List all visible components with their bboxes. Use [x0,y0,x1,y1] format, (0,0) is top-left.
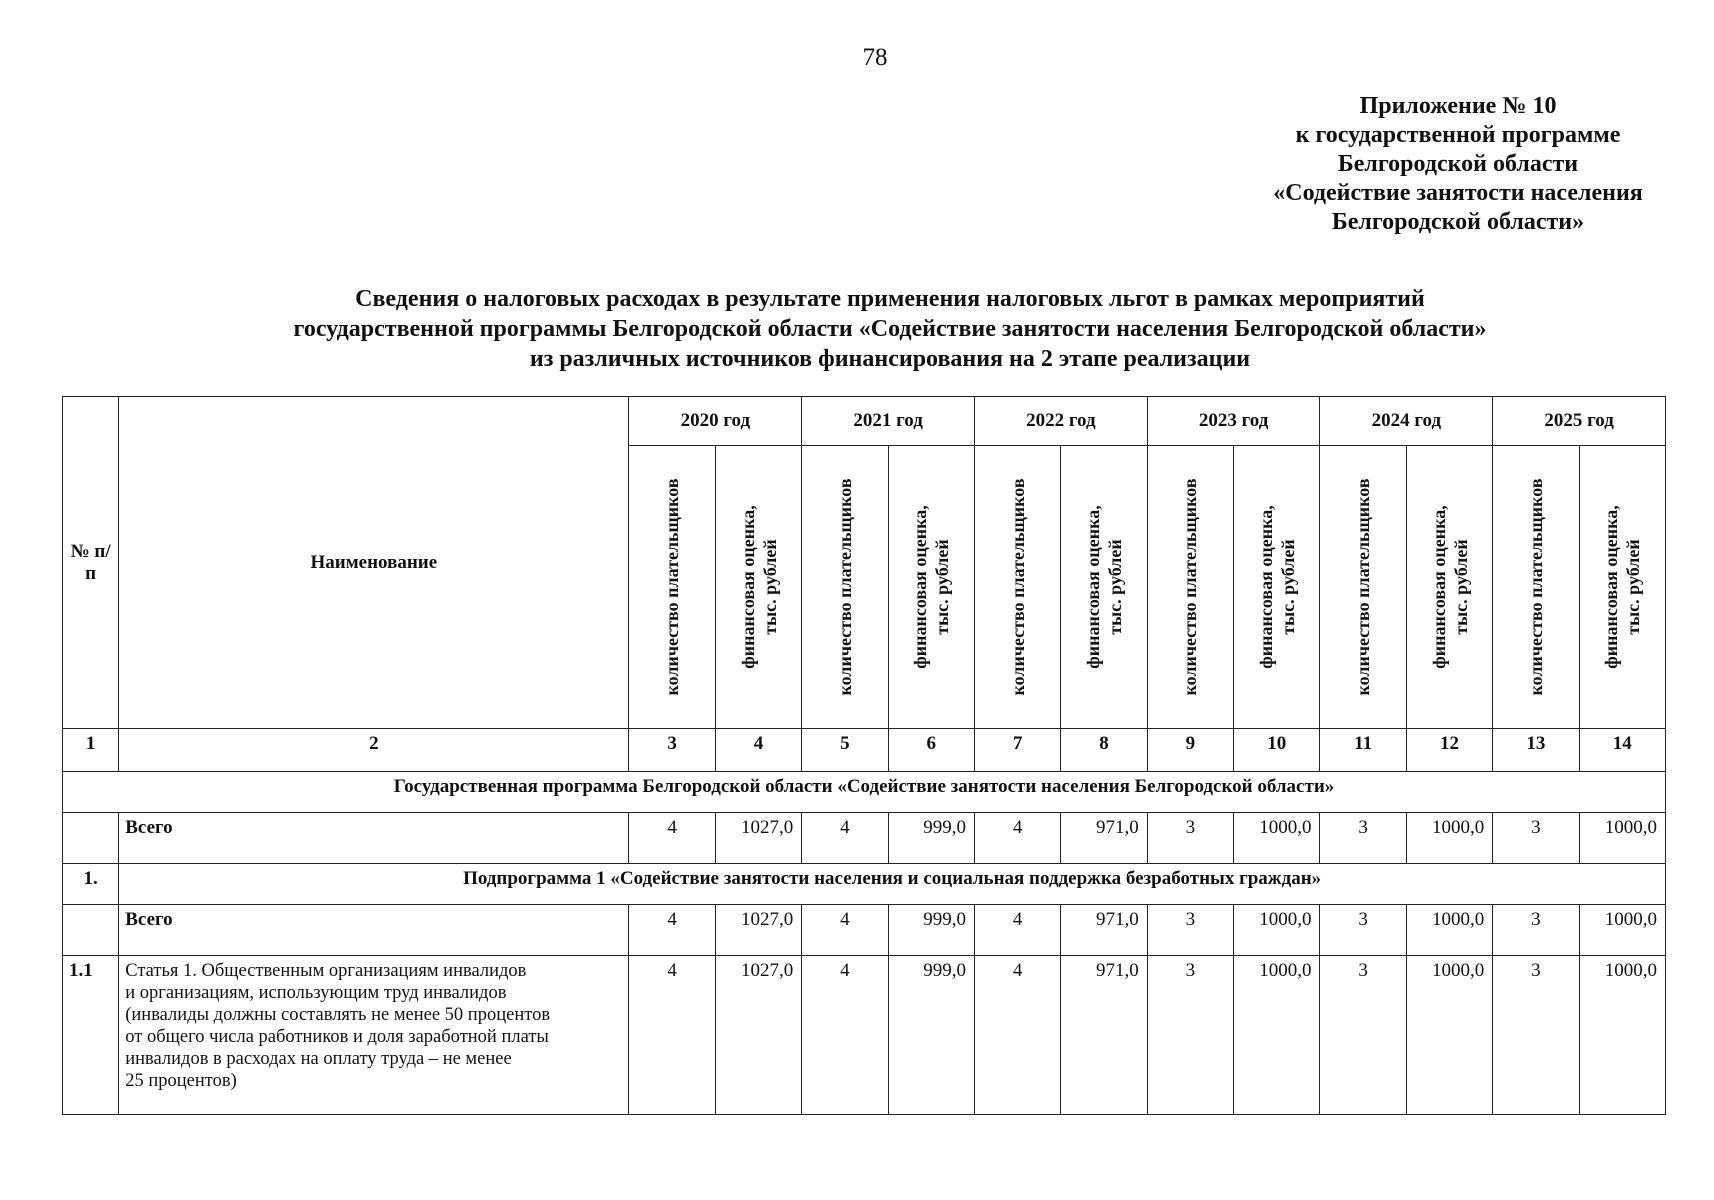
header-payers-count [629,446,715,729]
column-number: 3 [629,729,715,772]
header-payers-count [802,446,888,729]
value-cell: 1000,0 [1406,813,1492,864]
item-name-line: инвалидов в расходах на оплату труда – не менее [125,1049,512,1069]
header-name: Наименование [119,397,629,729]
value-cell: 4 [629,813,715,864]
column-number: 13 [1493,729,1579,772]
header-financial-estimate-label [1255,505,1299,668]
fin-line-1: финансовая оценка, [1083,505,1104,669]
header-year: 2024 год [1320,397,1493,446]
header-financial-estimate-label [737,505,781,668]
value-cell: 3 [1493,905,1579,956]
title-line: из различных источников финансирования на 2 этапе реализации [529,346,1251,372]
column-number: 8 [1061,729,1147,772]
column-number: 5 [802,729,888,772]
header-np: № п/п [63,397,119,729]
appendix-line: «Содействие занятости населения [1273,180,1643,206]
value-cell: 3 [1320,813,1406,864]
value-cell: 4 [974,956,1060,1115]
column-number: 2 [119,729,629,772]
value-cell: 4 [802,956,888,1115]
value-cell: 1027,0 [715,956,801,1115]
header-payers-count [974,446,1060,729]
value-cell: 971,0 [1061,813,1147,864]
row-number-empty [63,813,119,864]
value-cell: 3 [1320,956,1406,1115]
header-year: 2023 год [1147,397,1320,446]
subprogram-number: 1. [63,864,119,905]
header-payers-count-label: количество плательщиков [1353,478,1374,696]
fin-line-2: тыс. рублей [1623,539,1644,635]
fin-line-2: тыс. рублей [759,539,780,635]
column-number: 9 [1147,729,1233,772]
page-number: 78 [862,44,888,71]
header-financial-estimate [1061,446,1147,729]
value-cell: 3 [1493,813,1579,864]
row-number-empty [63,905,119,956]
header-financial-estimate [1406,446,1492,729]
row-label: Всего [119,905,629,956]
value-cell: 999,0 [888,813,974,864]
item-name-line: Статья 1. Общественным организациям инвалидов [125,961,527,981]
fin-line-2: тыс. рублей [1277,539,1298,635]
fin-line-2: тыс. рублей [1105,539,1126,635]
column-number: 11 [1320,729,1406,772]
fin-line-1: финансовая оценка, [1255,505,1276,669]
fin-line-2: тыс. рублей [932,539,953,635]
value-cell: 1000,0 [1579,956,1665,1115]
subprogram-row [63,864,1666,905]
value-cell: 1000,0 [1234,813,1320,864]
header-year: 2021 год [802,397,975,446]
column-number: 12 [1406,729,1492,772]
header-financial-estimate [715,446,801,729]
value-cell: 3 [1493,956,1579,1115]
item-name-line: 25 процентов) [125,1071,237,1091]
value-cell: 4 [629,956,715,1115]
subprogram-total-row [63,905,1666,956]
header-payers-count-label: количество плательщиков [662,478,683,696]
header-financial-estimate [1579,446,1665,729]
header-year: 2022 год [974,397,1147,446]
value-cell: 4 [974,813,1060,864]
column-number: 7 [974,729,1060,772]
value-cell: 4 [802,905,888,956]
value-cell: 1000,0 [1234,905,1320,956]
value-cell: 3 [1320,905,1406,956]
value-cell: 4 [974,905,1060,956]
header-payers-count-label: количество плательщиков [1180,478,1201,696]
value-cell: 1027,0 [715,905,801,956]
column-number: 14 [1579,729,1665,772]
header-financial-estimate [888,446,974,729]
fin-line-2: тыс. рублей [1450,539,1471,635]
column-number: 10 [1234,729,1320,772]
program-title: Государственная программа Белгородской области «Содействие занятости населения Белгородской области» [63,772,1666,813]
value-cell: 971,0 [1061,905,1147,956]
header-financial-estimate-label [1082,505,1126,668]
header-payers-count [1147,446,1233,729]
column-number: 1 [63,729,119,772]
appendix-line: к государственной программе [1295,122,1621,148]
item-name-line: от общего числа работников и доля заработной платы [125,1027,549,1047]
value-cell: 4 [629,905,715,956]
header-payers-count [1493,446,1579,729]
value-cell: 1000,0 [1234,956,1320,1115]
fin-line-1: финансовая оценка, [910,505,931,669]
value-cell: 1027,0 [715,813,801,864]
program-row [63,772,1666,813]
value-cell: 999,0 [888,905,974,956]
column-number: 4 [715,729,801,772]
header-payers-count-label: количество плательщиков [1525,478,1546,696]
tax-expenditure-table [62,396,1666,1115]
header-payers-count [1320,446,1406,729]
column-number-row [63,729,1666,772]
item-number: 1.1 [63,956,119,1115]
value-cell: 1000,0 [1406,956,1492,1115]
appendix-line: Приложение № 10 [1359,93,1557,119]
appendix-line: Белгородской области [1337,151,1579,177]
header-year: 2025 год [1493,397,1666,446]
title-line: Сведения о налоговых расходах в результате применения налоговых льгот в рамках мероприятий [355,286,1425,312]
column-number: 6 [888,729,974,772]
item-name-line: (инвалиды должны составлять не менее 50 процентов [125,1005,551,1025]
value-cell: 3 [1147,813,1233,864]
value-cell: 1000,0 [1579,905,1665,956]
item-name [119,956,629,1115]
value-cell: 971,0 [1061,956,1147,1115]
header-financial-estimate-label [1428,505,1472,668]
document-title [180,284,1600,374]
row-label: Всего [119,813,629,864]
item-row [63,956,1666,1115]
value-cell: 3 [1147,905,1233,956]
value-cell: 3 [1147,956,1233,1115]
value-cell: 4 [802,813,888,864]
header-year: 2020 год [629,397,802,446]
item-name-line: и организациям, использующим труд инвалидов [125,983,507,1003]
fin-line-1: финансовая оценка, [1428,505,1449,669]
appendix-line: Белгородской области» [1331,209,1585,235]
appendix-heading [1238,92,1678,237]
title-line: государственной программы Белгородской области «Содействие занятости населения Белгородской области» [293,316,1487,342]
value-cell: 1000,0 [1406,905,1492,956]
fin-line-1: финансовая оценка, [1601,505,1622,669]
header-payers-count-label: количество плательщиков [834,478,855,696]
header-financial-estimate-label [1600,505,1644,668]
subprogram-title: Подпрограмма 1 «Содействие занятости населения и социальная поддержка безработных граждан» [119,864,1666,905]
header-financial-estimate-label [909,505,953,668]
header-financial-estimate [1234,446,1320,729]
value-cell: 1000,0 [1579,813,1665,864]
header-payers-count-label: количество плательщиков [1007,478,1028,696]
program-total-row [63,813,1666,864]
fin-line-1: финансовая оценка, [737,505,758,669]
value-cell: 999,0 [888,956,974,1115]
